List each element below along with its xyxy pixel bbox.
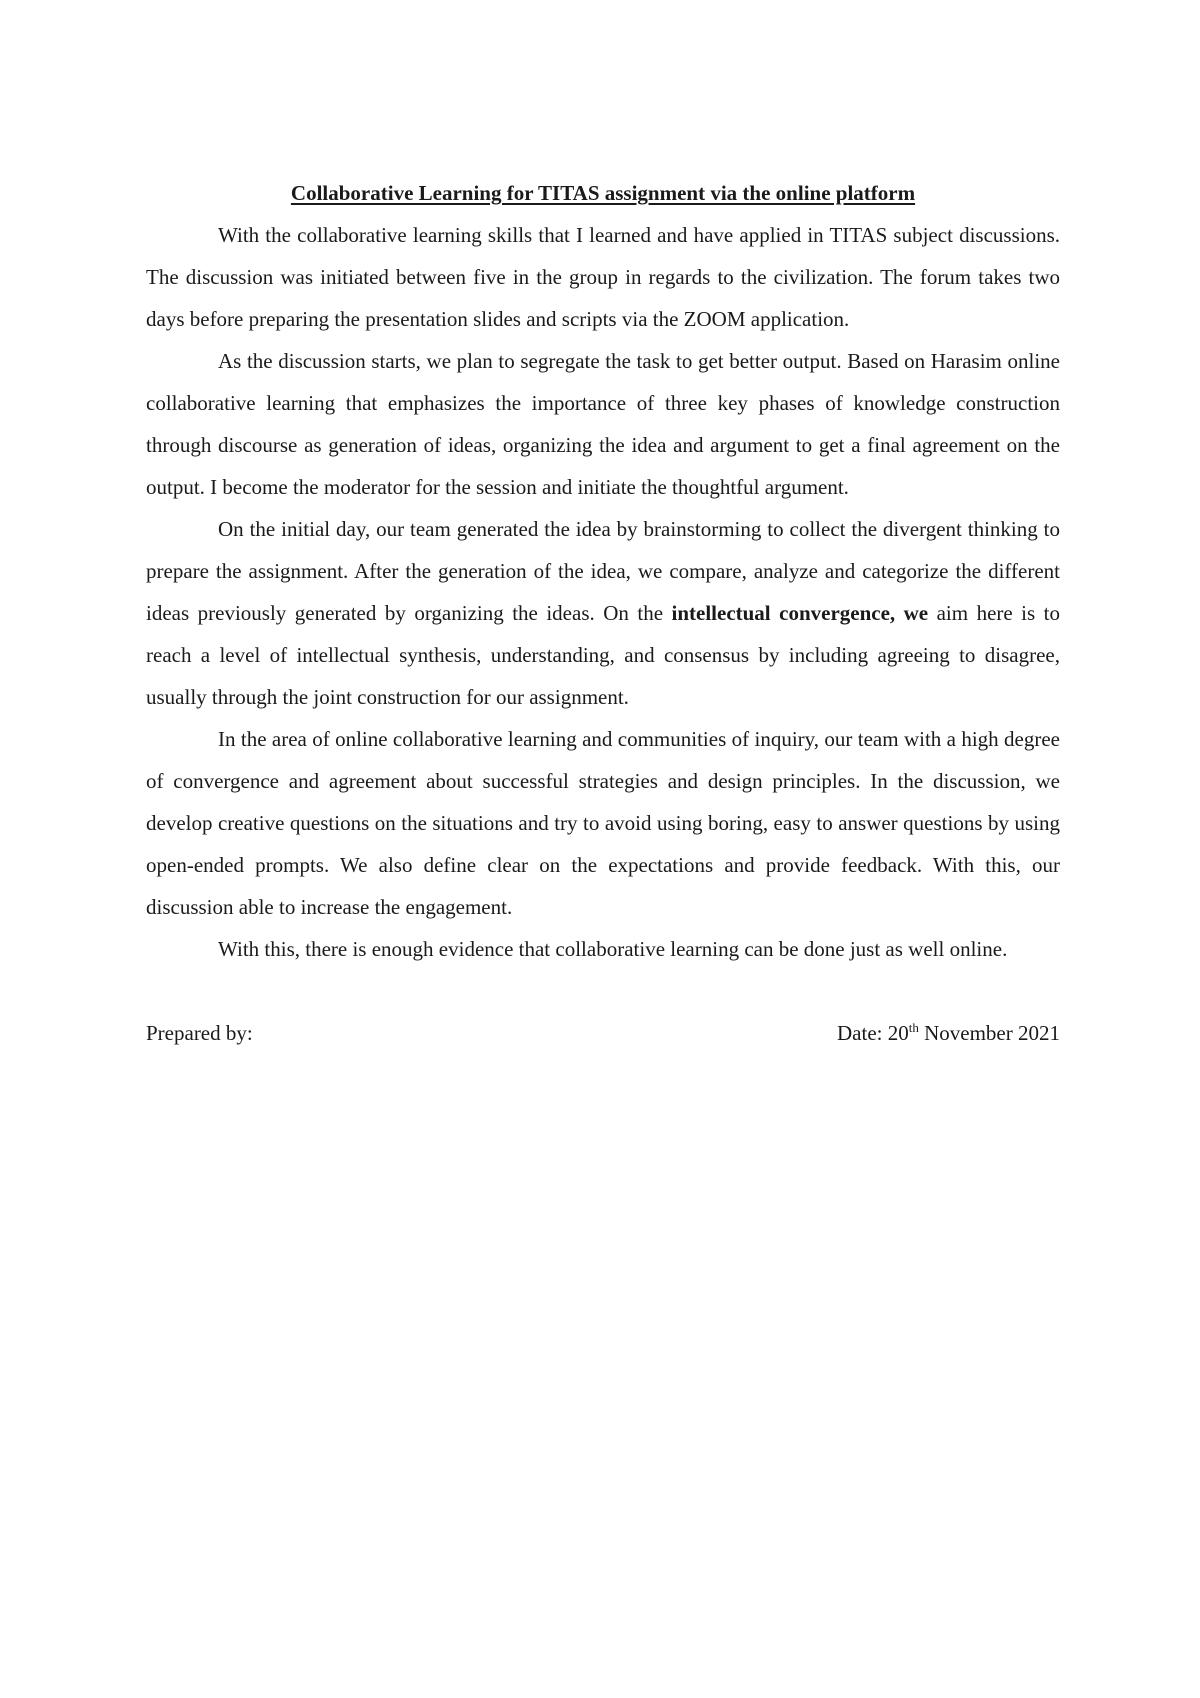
paragraph-5: With this, there is enough evidence that collaborative learning can be done just as well online.: [218, 937, 1008, 961]
paragraph-2: As the discussion starts, we plan to segregate the task to get better output. Based on Harasim online collaborative learning that emphasizes the importance of three key phases of knowledge construction through discourse as generation of ideas, organizing the idea and argument to get a final agreement on the output. I become the moderator for the session and initiate the thoughtful argument.: [146, 349, 1060, 499]
date-prefix: Date: 20: [837, 1021, 909, 1045]
date-ordinal-suffix: th: [908, 1020, 919, 1035]
paragraph-3: [146, 508, 1060, 718]
paragraph-1: With the collaborative learning skills that I learned and have applied in TITAS subject discussions. The discussion was initiated between five in the group in regards to the civilization. The forum takes two days before preparing the presentation slides and scripts via the ZOOM application.: [146, 223, 1060, 331]
prepared-by-label: Prepared by:: [146, 1021, 253, 1045]
document-title: Collaborative Learning for TITAS assignment via the online platform: [290, 181, 916, 205]
paragraph-3-bold-phrase: intellectual convergence, we: [671, 601, 929, 625]
paragraph-3-text-end: aim here is to reach a level of intellectual synthesis, understanding, and consensus by including agreeing to disagree, usually through the joint construction for our assignment.: [146, 601, 1060, 709]
document-body: [146, 172, 1060, 1054]
paragraph-3-text-start: On the initial day, our team generated the idea by brainstorming to collect the divergent thinking to prepare the assignment. After the generation of the idea, we compare, analyze and categorize the different ideas previously generated by organizing the ideas. On the: [146, 517, 1060, 625]
paragraph-4: In the area of online collaborative learning and communities of inquiry, our team with a high degree of convergence and agreement about successful strategies and design principles. In the discussion, we develop creative questions on the situations and try to avoid using boring, easy to answer questions by using open-ended prompts. We also define clear on the expectations and provide feedback. With this, our discussion able to increase the engagement.: [146, 727, 1060, 919]
date-month-year: November 2021: [918, 1021, 1060, 1045]
signature-row: [146, 1012, 1060, 1054]
date-label: [837, 1012, 1060, 1054]
